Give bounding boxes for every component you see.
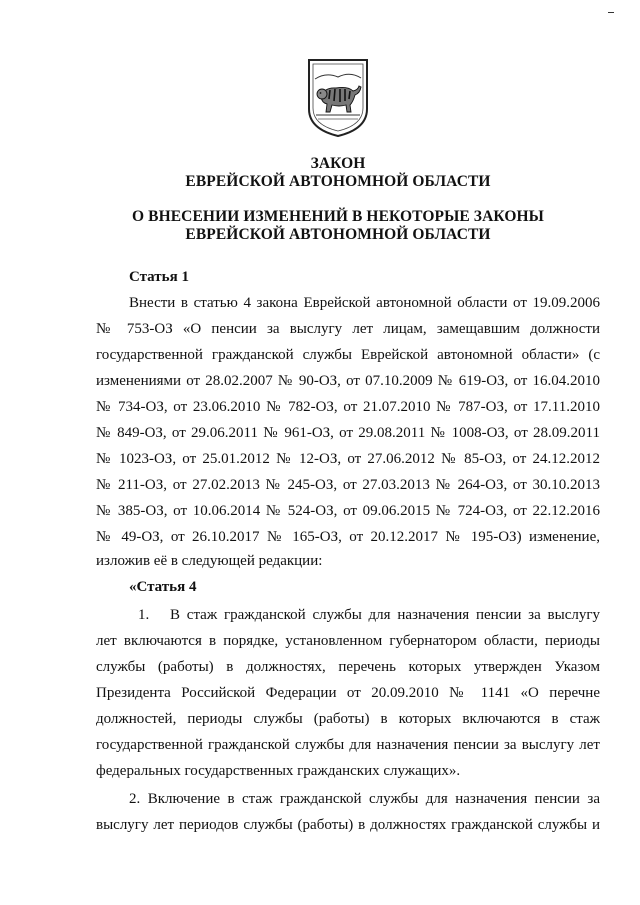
article-4-line: службы (работы) в должностях, перечень которых утвержден Указом	[96, 659, 600, 675]
page-corner-mark	[608, 12, 614, 13]
article-1-line: № 753-ОЗ «О пенсии за выслугу лет лицам, замещавшим должности	[96, 321, 600, 337]
article-4-title: «Статья 4	[129, 579, 197, 595]
article-4-line: лет включаются в порядке, установленном губернатором области, периоды	[96, 633, 600, 649]
article-4-line: должностей, периоды службы (работы) в которых включаются в стаж	[96, 711, 600, 727]
paragraph-number: 1.	[138, 607, 150, 623]
article-1-line: государственной гражданской службы Еврейской автономной области» (с	[96, 347, 600, 363]
coat-of-arms-emblem	[306, 57, 370, 139]
article-1-line: изложив её в следующей редакции:	[96, 553, 323, 569]
law-subtitle-line1: О ВНЕСЕНИИ ИЗМЕНЕНИЙ В НЕКОТОРЫЕ ЗАКОНЫ	[132, 208, 544, 225]
law-region: ЕВРЕЙСКОЙ АВТОНОМНОЙ ОБЛАСТИ	[185, 173, 491, 190]
article-4-line: Президента Российской Федерации от 20.09.2010 № 1141 «О перечне	[96, 685, 600, 701]
article-4-line: В стаж гражданской службы для назначения пенсии за выслугу	[170, 607, 600, 623]
article-1-line: № 211-ОЗ, от 27.02.2013 № 245-ОЗ, от 27.03.2013 № 264-ОЗ, от 30.10.2013	[96, 477, 600, 493]
law-title: ЗАКОН	[310, 155, 366, 172]
article-1-line: № 849-ОЗ, от 29.06.2011 № 961-ОЗ, от 29.08.2011 № 1008-ОЗ, от 28.09.2011	[96, 425, 600, 441]
article-1-line: № 1023-ОЗ, от 25.01.2012 № 12-ОЗ, от 27.06.2012 № 85-ОЗ, от 24.12.2012	[96, 451, 600, 467]
article-4-line: федеральных государственных гражданских служащих».	[96, 763, 461, 779]
article-1-line: № 49-ОЗ, от 26.10.2017 № 165-ОЗ, от 20.12.2017 № 195-ОЗ) изменение,	[96, 529, 600, 545]
article-1-line: изменениями от 28.02.2007 № 90-ОЗ, от 07.10.2009 № 619-ОЗ, от 16.04.2010	[96, 373, 600, 389]
article-4-line: государственной гражданской службы для назначения пенсии за выслугу лет	[96, 737, 600, 753]
article-1-line: № 385-ОЗ, от 10.06.2014 № 524-ОЗ, от 09.06.2015 № 724-ОЗ, от 22.12.2016	[96, 503, 600, 519]
article-4-line: выслугу лет периодов службы (работы) в должностях гражданской службы и	[96, 817, 600, 833]
article-1-line: № 734-ОЗ, от 23.06.2010 № 782-ОЗ, от 21.07.2010 № 787-ОЗ, от 17.11.2010	[96, 399, 600, 415]
law-subtitle-line2: ЕВРЕЙСКОЙ АВТОНОМНОЙ ОБЛАСТИ	[185, 226, 491, 243]
article-1-line: Внести в статью 4 закона Еврейской автономной области от 19.09.2006	[129, 295, 600, 311]
article-4-line: 2. Включение в стаж гражданской службы для назначения пенсии за	[129, 791, 600, 807]
article-1-title: Статья 1	[129, 269, 189, 285]
